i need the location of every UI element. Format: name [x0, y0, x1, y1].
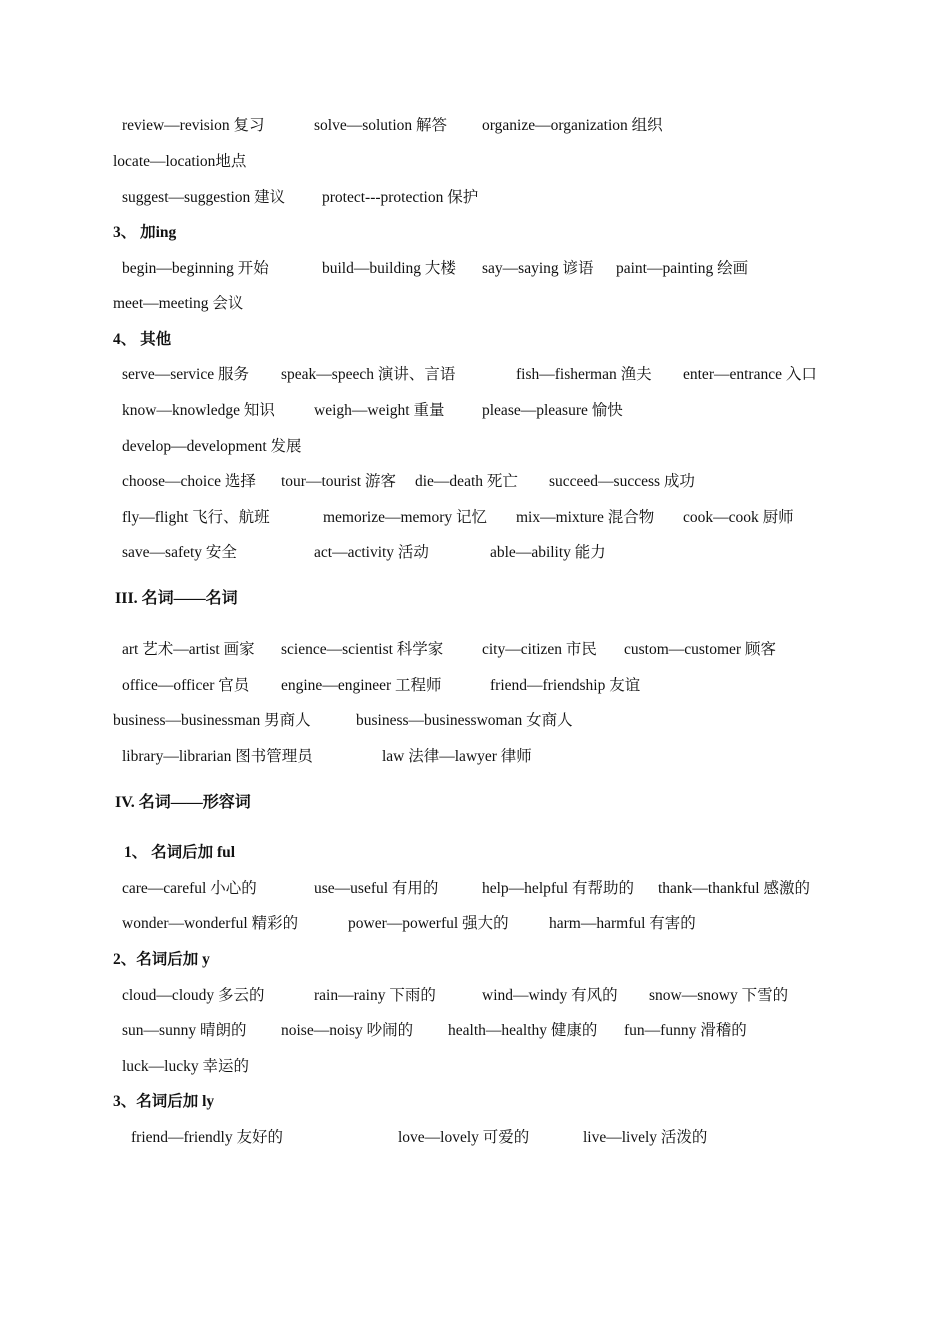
- word-pair: able—ability 能力: [490, 544, 606, 561]
- word-pair: choose—choice 选择: [122, 473, 256, 490]
- word-pair: power—powerful 强大的: [348, 915, 509, 932]
- word-pair: live—lively 活泼的: [583, 1129, 708, 1146]
- word-pair: review—revision 复习: [122, 117, 265, 134]
- word-pair: thank—thankful 感激的: [658, 880, 810, 897]
- word-line: [0, 877, 950, 901]
- word-line: [0, 435, 950, 459]
- word-pair: cloud—cloudy 多云的: [122, 987, 265, 1004]
- section-heading: [0, 841, 950, 865]
- word-line: [0, 292, 950, 316]
- word-line: [0, 470, 950, 494]
- word-pair: use—useful 有用的: [314, 880, 439, 897]
- word-pair: wonder—wonderful 精彩的: [122, 915, 299, 932]
- word-pair: die—death 死亡: [415, 473, 518, 490]
- word-pair: engine—engineer 工程师: [281, 677, 442, 694]
- word-pair: art 艺术—artist 画家: [122, 641, 255, 658]
- word-pair: meet—meeting 会议: [113, 295, 244, 312]
- word-pair: fish—fisherman 渔夫: [516, 366, 652, 383]
- heading-add-ful: 1、 名词后加 ful: [124, 844, 236, 861]
- word-pair: harm—harmful 有害的: [549, 915, 696, 932]
- section-heading: [0, 948, 950, 972]
- word-pair: please—pleasure 愉快: [482, 402, 623, 419]
- word-line: [0, 674, 950, 698]
- word-pair: tour—tourist 游客: [281, 473, 396, 490]
- word-line: [0, 1055, 950, 1079]
- word-line: [0, 984, 950, 1008]
- word-pair: noise—noisy 吵闹的: [281, 1022, 414, 1039]
- word-pair: care—careful 小心的: [122, 880, 257, 897]
- heading-noun-adj: IV. 名词——形容词: [115, 794, 251, 811]
- word-pair: love—lovely 可爱的: [398, 1129, 530, 1146]
- word-line: [0, 186, 950, 210]
- word-line: [0, 257, 950, 281]
- word-pair: organize—organization 组织: [482, 117, 663, 134]
- word-pair: mix—mixture 混合物: [516, 509, 655, 526]
- word-pair: weigh—weight 重量: [314, 402, 445, 419]
- word-pair: friend—friendly 友好的: [131, 1129, 283, 1146]
- word-pair: fun—funny 滑稽的: [624, 1022, 747, 1039]
- word-line: [0, 745, 950, 769]
- word-pair: save—safety 安全: [122, 544, 237, 561]
- word-line: [0, 363, 950, 387]
- word-pair: wind—windy 有风的: [482, 987, 618, 1004]
- word-pair: locate—location地点: [113, 153, 247, 170]
- word-pair: know—knowledge 知识: [122, 402, 275, 419]
- word-pair: health—healthy 健康的: [448, 1022, 598, 1039]
- word-line: [0, 150, 950, 174]
- word-line: [0, 506, 950, 530]
- word-pair: begin—beginning 开始: [122, 260, 269, 277]
- word-pair: friend—friendship 友谊: [490, 677, 641, 694]
- word-pair: develop—development 发展: [122, 438, 302, 455]
- word-pair: speak—speech 演讲、言语: [281, 366, 456, 383]
- word-pair: business—businesswoman 女商人: [356, 712, 573, 729]
- word-pair: suggest—suggestion 建议: [122, 189, 286, 206]
- heading-other: 4、 其他: [113, 331, 172, 348]
- word-line: [0, 1019, 950, 1043]
- word-pair: paint—painting 绘画: [616, 260, 749, 277]
- word-line: [0, 912, 950, 936]
- word-pair: help—helpful 有帮助的: [482, 880, 634, 897]
- word-pair: enter—entrance 入口: [683, 366, 817, 383]
- section-heading: [0, 1090, 950, 1114]
- word-pair: succeed—success 成功: [549, 473, 695, 490]
- word-pair: cook—cook 厨师: [683, 509, 794, 526]
- word-pair: science—scientist 科学家: [281, 641, 444, 658]
- word-line: [0, 638, 950, 662]
- section-heading: [0, 587, 950, 611]
- word-pair: snow—snowy 下雪的: [649, 987, 789, 1004]
- word-pair: office—officer 官员: [122, 677, 250, 694]
- word-pair: solve—solution 解答: [314, 117, 448, 134]
- word-pair: memorize—memory 记忆: [323, 509, 487, 526]
- heading-add-ing: 3、 加ing: [113, 224, 177, 241]
- word-pair: build—building 大楼: [322, 260, 456, 277]
- word-pair: city—citizen 市民: [482, 641, 597, 658]
- heading-noun-noun: III. 名词——名词: [115, 590, 238, 607]
- word-pair: library—librarian 图书管理员: [122, 748, 313, 765]
- word-line: [0, 399, 950, 423]
- word-line: [0, 541, 950, 565]
- word-pair: fly—flight 飞行、航班: [122, 509, 270, 526]
- word-pair: sun—sunny 晴朗的: [122, 1022, 247, 1039]
- heading-add-y: 2、名词后加 y: [113, 951, 210, 968]
- word-pair: say—saying 谚语: [482, 260, 594, 277]
- word-pair: law 法律—lawyer 律师: [382, 748, 532, 765]
- section-heading: [0, 791, 950, 815]
- word-pair: serve—service 服务: [122, 366, 249, 383]
- word-line: [0, 1126, 950, 1150]
- section-heading: [0, 328, 950, 352]
- word-pair: act—activity 活动: [314, 544, 429, 561]
- word-pair: rain—rainy 下雨的: [314, 987, 436, 1004]
- section-heading: [0, 221, 950, 245]
- word-pair: protect---protection 保护: [322, 189, 479, 206]
- word-pair: business—businessman 男商人: [113, 712, 311, 729]
- word-line: [0, 709, 950, 733]
- word-pair: luck—lucky 幸运的: [122, 1058, 249, 1075]
- word-pair: custom—customer 顾客: [624, 641, 776, 658]
- heading-add-ly: 3、名词后加 ly: [113, 1093, 215, 1110]
- word-line: [0, 114, 950, 138]
